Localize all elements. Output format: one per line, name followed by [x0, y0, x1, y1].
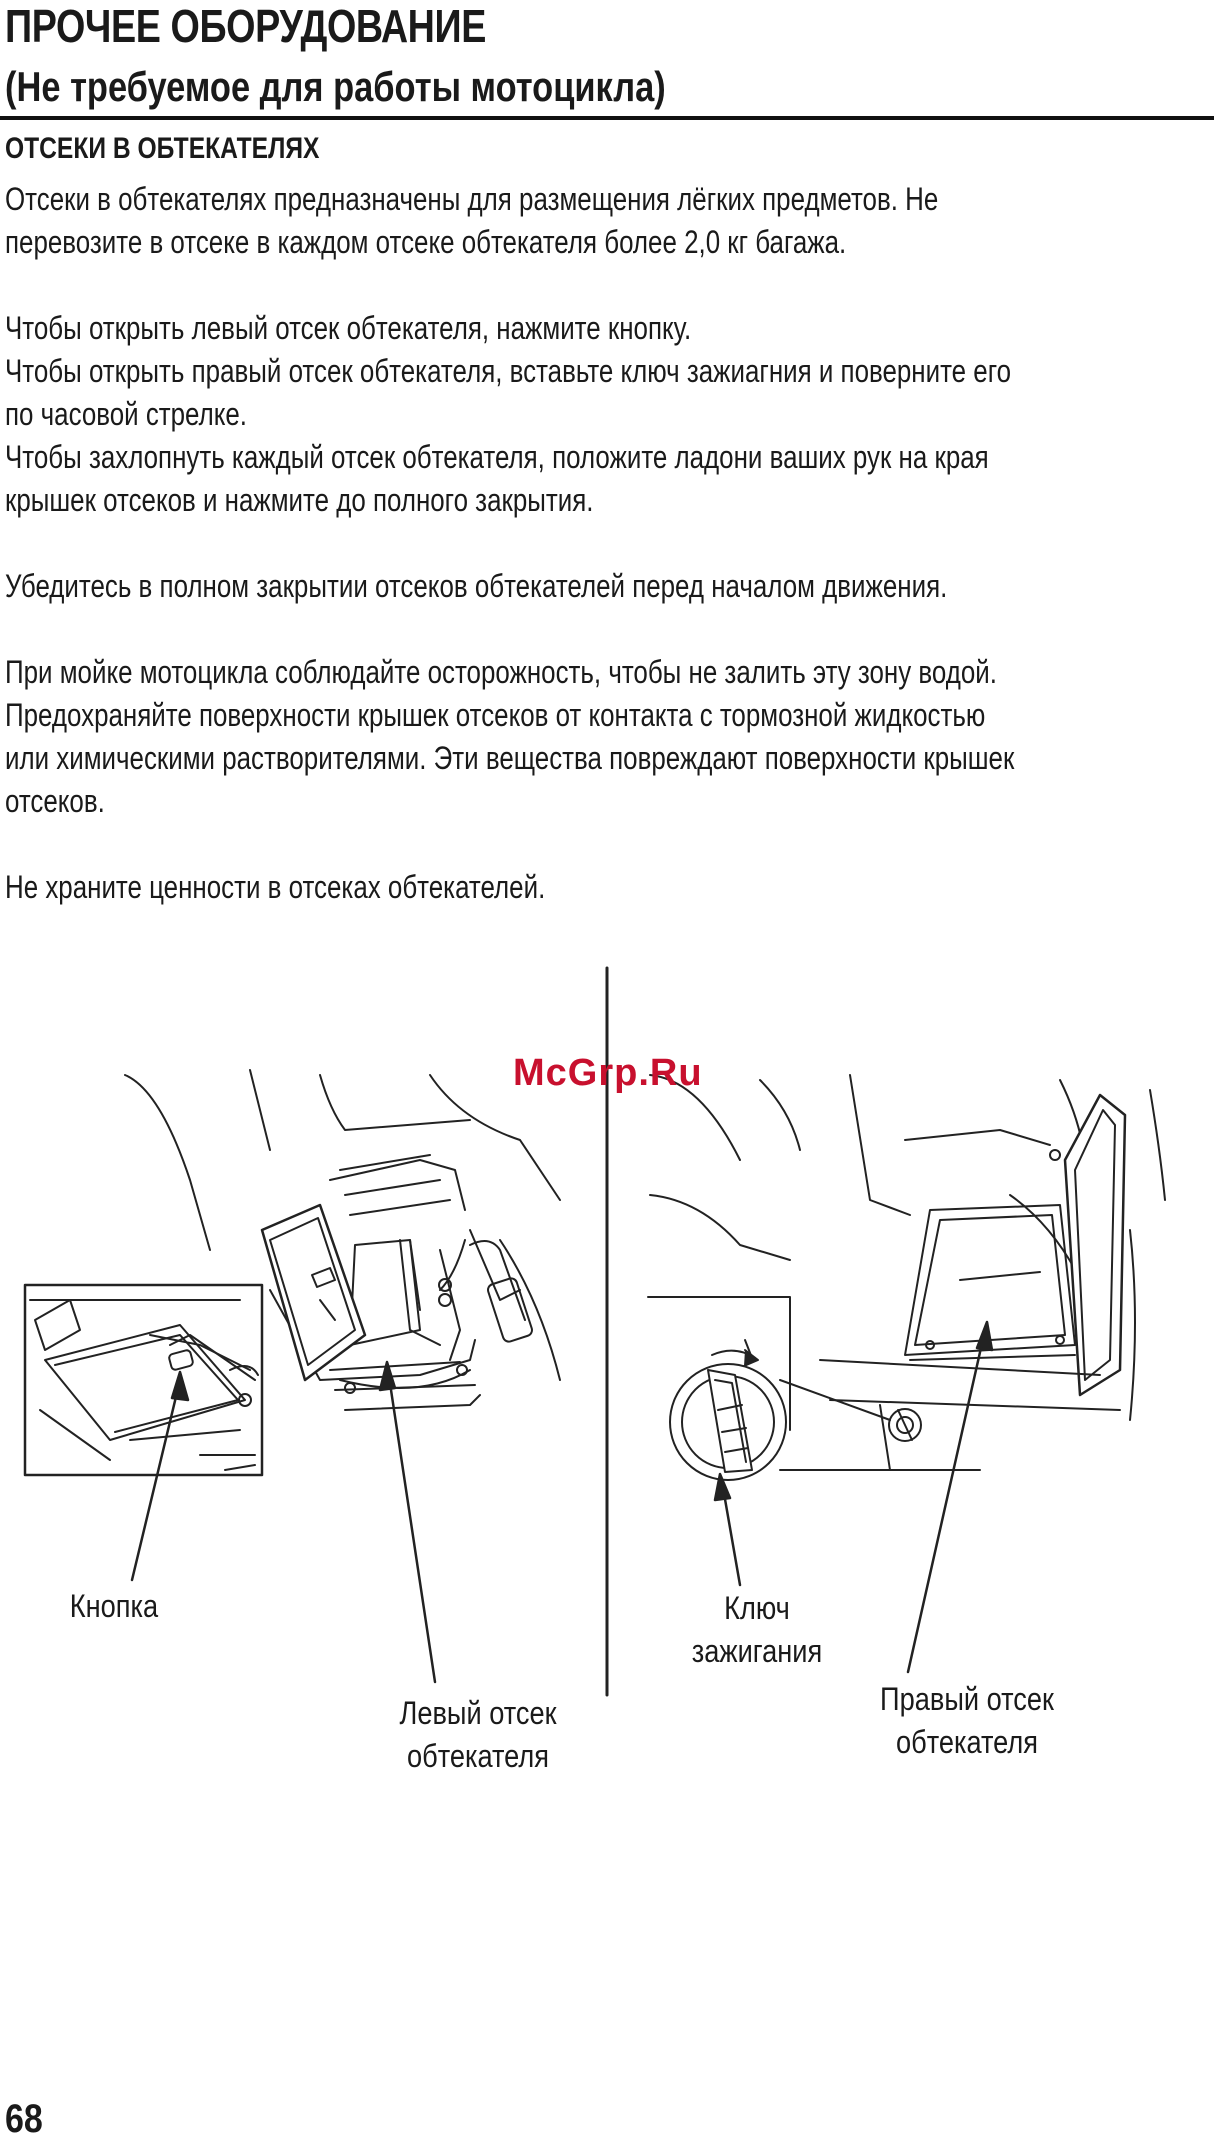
watermark-text: McGrp.Ru — [513, 1052, 703, 1094]
paragraph-line: Убедитесь в полном закрытии отсеков обтекателей перед началом движения. — [5, 568, 948, 604]
label-line: обтекателя — [406, 1738, 549, 1774]
paragraph-line: При мойке мотоцикла соблюдайте осторожность, чтобы не залить эту зону водой. — [5, 654, 997, 690]
label-line: обтекателя — [895, 1724, 1038, 1760]
paragraph-line: по часовой стрелке. — [5, 396, 247, 432]
paragraph-line: Чтобы открыть левый отсек обтекателя, нажмите кнопку. — [5, 310, 692, 346]
paragraph-line: Не храните ценности в отсеках обтекателей. — [5, 869, 546, 905]
page-title: ПРОЧЕЕ ОБОРУДОВАНИЕ — [5, 0, 486, 52]
label-line: Левый отсек — [399, 1695, 557, 1731]
paragraph-line: Чтобы открыть правый отсек обтекателя, вставьте ключ зажиагния и поверните его — [5, 353, 1012, 389]
paragraph-line: или химическими растворителями. Эти вещества повреждают поверхности крышек — [5, 740, 1015, 776]
body-text — [5, 178, 1204, 952]
paragraph-line: отсеков. — [5, 783, 105, 819]
label-line: Ключ — [724, 1590, 790, 1626]
right-fairing-drawing — [648, 1075, 1165, 1480]
paragraph-line: Отсеки в обтекателях предназначены для размещения лёгких предметов. Не — [5, 181, 939, 217]
paragraph-line: крышек отсеков и нажмите до полного закрытия. — [5, 482, 594, 518]
section-heading: ОТСЕКИ В ОБТЕКАТЕЛЯХ — [5, 132, 320, 165]
button-detail-inset — [25, 1285, 262, 1475]
label-left-compartment — [393, 1692, 563, 1778]
page-number: 68 — [5, 2097, 43, 2141]
label-line: Правый отсек — [880, 1681, 1054, 1717]
paragraph-line: Предохраняйте поверхности крышек отсеков от контакта с тормозной жидкостью — [5, 697, 986, 733]
label-ignition-key — [685, 1587, 830, 1673]
page-subtitle: (Не требуемое для работы мотоцикла) — [5, 63, 666, 110]
paragraph-line: Чтобы захлопнуть каждый отсек обтекателя, положите ладони ваших рук на края — [5, 439, 989, 475]
label-right-compartment — [878, 1678, 1057, 1764]
header-rule — [0, 116, 1214, 120]
label-button: Кнопка — [69, 1588, 159, 1624]
paragraph-line: перевозите в отсеке в каждом отсеке обтекателя более 2,0 кг багажа. — [5, 224, 847, 260]
label-line: зажигания — [691, 1633, 823, 1669]
